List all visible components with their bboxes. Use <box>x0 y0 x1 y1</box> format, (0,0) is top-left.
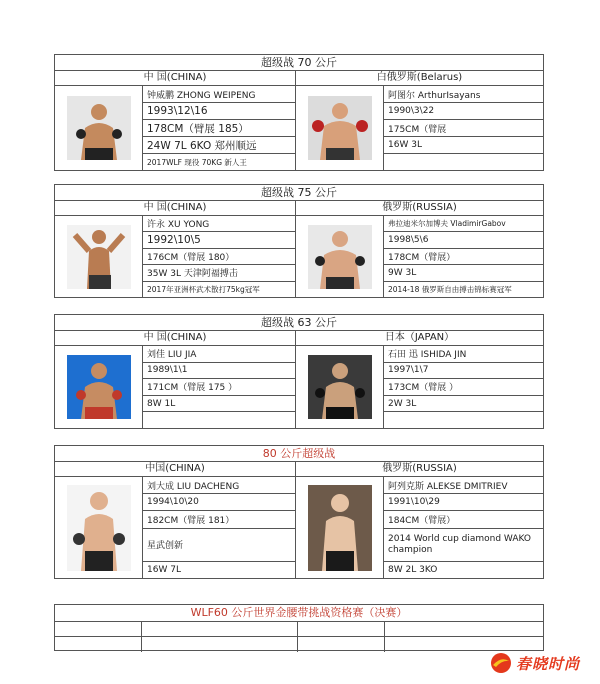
final-cell <box>298 637 385 652</box>
final-cell <box>142 622 298 636</box>
fighter-record: 2W 3L <box>384 396 543 413</box>
final-row <box>55 622 543 637</box>
fighter-info <box>384 477 543 578</box>
fighter-photo-icon <box>67 96 131 160</box>
bout-title: 80 公斤超级战 <box>55 446 543 462</box>
fighter-birthdate: 1989\1\1 <box>143 363 295 380</box>
bout-card-80kg <box>54 445 544 579</box>
right-country: 俄罗斯(RUSSIA) <box>382 202 457 213</box>
fighter-photo-icon <box>308 225 372 289</box>
fighter-height: 178CM（臂展） <box>384 249 543 265</box>
bout-card-70kg <box>54 54 544 171</box>
fighter-info <box>143 477 295 578</box>
photo-cell <box>55 86 143 170</box>
sun-logo-icon <box>490 652 512 674</box>
logo-text: 春晓时尚 <box>516 654 581 673</box>
fighter-birthdate: 1991\10\29 <box>384 494 543 511</box>
fighter-left <box>55 346 296 428</box>
fighter-name: 石田 迅 ISHIDA JIN <box>384 346 543 363</box>
photo-cell <box>296 346 384 428</box>
fighter-name: 刘大成 LIU DACHENG <box>143 477 295 494</box>
country-row <box>55 462 543 477</box>
final-cell <box>55 637 142 652</box>
bout-card-75kg <box>54 184 544 298</box>
fighter-name: 刘佳 LIU JIA <box>143 346 295 363</box>
fighter-record: 16W 7L <box>147 564 181 575</box>
fighter-left <box>55 216 296 297</box>
fighter-name: 许永 XU YONG <box>143 216 295 232</box>
fighter-height: 171CM（臂展 175 ） <box>143 379 295 396</box>
right-country: 白俄罗斯(Belarus) <box>376 72 463 83</box>
fighter-height: 184CM（臂展） <box>384 511 543 528</box>
country-row <box>55 331 543 346</box>
fighter-height: 175CM（臂展 <box>384 120 543 137</box>
photo-cell <box>296 477 384 578</box>
fighter-info <box>384 346 543 428</box>
fighter-right <box>296 86 543 170</box>
fighter-left <box>55 477 296 578</box>
fighter-honor <box>384 412 543 428</box>
fighter-birthdate: 1993\12\16 <box>143 103 295 120</box>
final-title: WLF60 公斤世界金腰带挑战资格赛（决赛） <box>55 605 543 622</box>
fighter-height: 178CM（臂展 185） <box>143 120 295 137</box>
photo-cell <box>55 216 143 297</box>
country-row <box>55 201 543 216</box>
fighter-right <box>296 346 543 428</box>
fighter-birthdate: 1998\5\6 <box>384 232 543 248</box>
fighter-photo-icon <box>308 355 372 419</box>
fighter-honor <box>143 412 295 428</box>
final-cell <box>55 622 142 636</box>
left-country: 中国(CHINA) <box>55 462 296 476</box>
final-cell <box>298 622 385 636</box>
fighter-honor: 2014 World cup diamond WAKO champion <box>384 529 543 562</box>
bout-title: 超级战 70 公斤 <box>55 55 543 71</box>
fighter-right <box>296 477 543 578</box>
fighter-info <box>384 86 543 170</box>
right-country: 俄罗斯(RUSSIA) <box>382 463 457 474</box>
fighter-name: 钟威鹏 ZHONG WEIPENG <box>143 86 295 103</box>
fighter-info <box>143 346 295 428</box>
photo-cell <box>296 86 384 170</box>
fighters-row <box>55 346 543 428</box>
fighter-record: 16W 3L <box>384 137 543 154</box>
fighter-photo-icon <box>67 355 131 419</box>
final-card <box>54 604 544 651</box>
fighter-info <box>143 86 295 170</box>
left-country: 中 国(CHINA) <box>55 201 296 215</box>
fighter-record: 8W 2L 3KO <box>388 564 438 575</box>
final-cell <box>142 637 298 652</box>
right-country: 日本（JAPAN） <box>384 332 455 343</box>
left-country: 中 国(CHINA) <box>55 331 296 345</box>
photo-cell <box>55 346 143 428</box>
fighter-height: 176CM（臂展 180） <box>143 249 295 265</box>
photo-cell <box>296 216 384 297</box>
country-row <box>55 71 543 86</box>
fighter-record: 35W 3L 天津阿福搏击 <box>143 265 295 281</box>
fighter-name: 弗拉迪米尔加博夫 VladimirGabov <box>384 216 543 232</box>
fighter-honor: 2017WLF 现役 70KG 新人王 <box>147 157 247 167</box>
fighter-honor: 2014-18 俄罗斯自由搏击锦标赛冠军 <box>388 284 512 294</box>
fighter-record: 9W 3L <box>384 265 543 281</box>
bout-card-63kg <box>54 314 544 429</box>
fighter-left <box>55 86 296 170</box>
fighters-row <box>55 216 543 297</box>
photo-cell <box>55 477 143 578</box>
bout-title: 超级战 75 公斤 <box>55 185 543 201</box>
fighter-record: 8W 1L <box>143 396 295 413</box>
fighter-info <box>143 216 295 297</box>
fighter-honor: 2017年亚洲杯武术散打75kg冠军 <box>147 284 260 294</box>
bout-title: 超级战 63 公斤 <box>55 315 543 331</box>
fighter-name: 阿图尔 ArthurIsayans <box>384 86 543 103</box>
fighter-photo-icon <box>308 96 372 160</box>
fighter-height: 182CM（臂展 181） <box>143 511 295 528</box>
fighter-record: 24W 7L 6KO 郑州顺远 <box>143 137 295 154</box>
left-country: 中 国(CHINA) <box>55 71 296 85</box>
fighter-photo-icon <box>67 485 131 571</box>
fighter-birthdate: 1997\1\7 <box>384 363 543 380</box>
fighter-birthdate: 1994\10\20 <box>143 494 295 511</box>
final-row <box>55 637 543 652</box>
fighters-row <box>55 86 543 170</box>
fighter-name: 阿列克斯 ALEKSE DMITRIEV <box>384 477 543 494</box>
watermark-logo <box>490 648 596 678</box>
fighter-info <box>384 216 543 297</box>
fighter-height: 173CM（臂展 ） <box>384 379 543 396</box>
fighter-photo-icon <box>67 225 131 289</box>
fighter-photo-icon <box>308 485 372 571</box>
fighter-birthdate: 1992\10\5 <box>143 232 295 248</box>
fighter-honor <box>384 154 543 170</box>
fighters-row <box>55 477 543 578</box>
fighter-club: 星武创新 <box>143 529 295 562</box>
fighter-birthdate: 1990\3\22 <box>384 103 543 120</box>
fighter-right <box>296 216 543 297</box>
final-cell <box>385 622 543 636</box>
